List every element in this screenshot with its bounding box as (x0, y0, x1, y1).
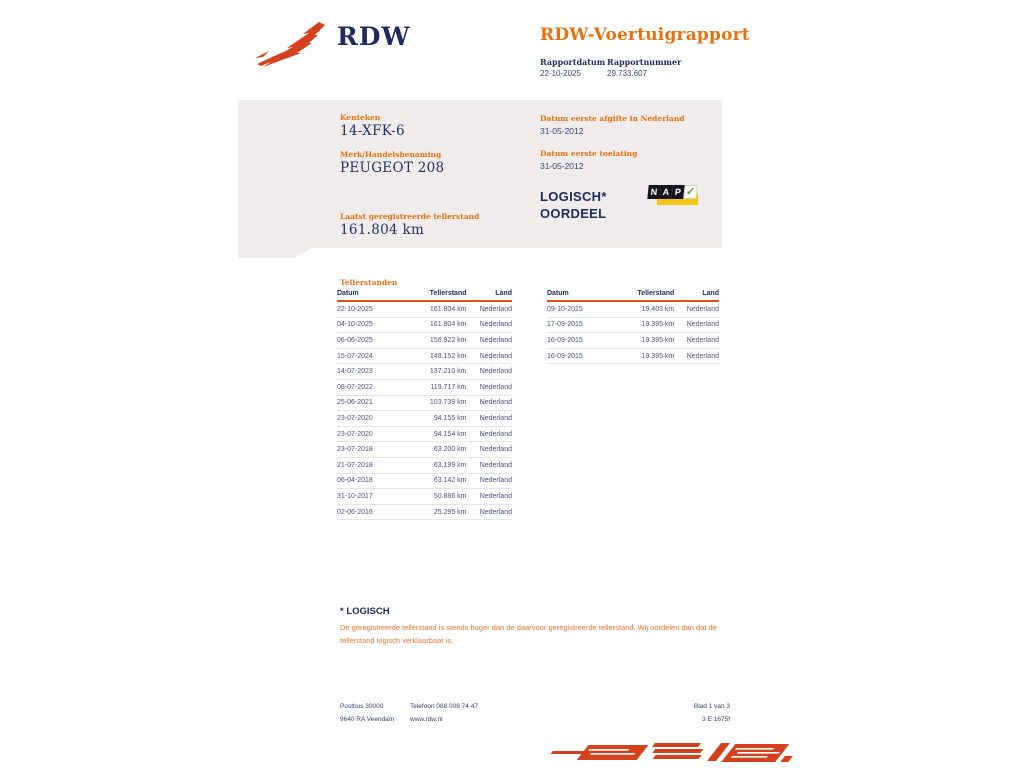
footer-website[interactable]: www.rdw.nl (410, 716, 443, 723)
table-row (337, 333, 512, 349)
odometer-cell: 94.154 km (407, 426, 467, 442)
country-cell: Nederland (467, 504, 513, 520)
table-row (337, 411, 512, 427)
table-row (337, 426, 512, 442)
date-cell: 04-10-2025 (337, 317, 407, 333)
date-cell: 06-04-2018 (337, 473, 407, 489)
page-title: RDW-Voertuigrapport (540, 25, 750, 45)
country-cell: Nederland (467, 348, 513, 364)
report-date-value: 22-10-2025 (540, 69, 581, 78)
table-row (337, 457, 512, 473)
table-header-row (547, 290, 719, 301)
eerste-afgifte-value: 31-05-2012 (540, 126, 584, 136)
date-cell: 22-10-2025 (337, 301, 407, 317)
odometer-cell: 156.922 km (407, 333, 467, 349)
report-number-label: Rapportnummer (607, 57, 682, 67)
rdw-logo-text: RDW (337, 22, 411, 51)
footer-address-line2: 9640 RA Veendam (340, 716, 395, 723)
nap-check-icon: ✓ (685, 186, 696, 198)
country-cell: Nederland (467, 333, 513, 349)
footer-page-info (630, 700, 730, 726)
oordeel-line1: LOGISCH* (540, 189, 607, 204)
vehicle-summary-box (238, 100, 722, 258)
nap-letter-n: N (647, 185, 660, 199)
table-row (547, 333, 719, 349)
date-cell: 06-06-2025 (337, 333, 407, 349)
report-date-label: Rapportdatum (540, 57, 606, 67)
country-cell: Nederland (467, 442, 513, 458)
table-row (547, 317, 719, 333)
country-cell: Nederland (467, 489, 513, 505)
eerste-toelating-label: Datum eerste toelating (540, 149, 638, 158)
logisch-explanation-title: * LOGISCH (340, 606, 390, 617)
laatste-tellerstand-label: Laatst geregistreerde tellerstand (340, 212, 480, 221)
table-header-row (337, 290, 512, 301)
table-row (337, 395, 512, 411)
country-cell: Nederland (674, 348, 719, 364)
date-cell: 16-09-2015 (547, 333, 616, 349)
date-cell: 09-10-2015 (547, 301, 616, 317)
land-column-header: Land (674, 290, 719, 301)
eerste-toelating-value: 31-05-2012 (540, 161, 584, 171)
rdw-feather-logo-icon (253, 20, 333, 68)
logisch-explanation-text: De geregistreerde tellerstand is steeds hoger dan de daarvoor geregistreerde tellerstand. Wij oordelen dan dat de tellerstand logisch verklaarbaar is. (340, 623, 717, 645)
table-row (337, 364, 512, 380)
nap-letter-a: A (659, 185, 672, 199)
nap-letter-p: P (671, 185, 684, 199)
country-cell: Nederland (674, 317, 719, 333)
table-row (337, 317, 512, 333)
footer-contact (410, 700, 478, 726)
date-cell: 17-09-2015 (547, 317, 616, 333)
odometer-cell: 161.804 km (407, 317, 467, 333)
table-row (337, 442, 512, 458)
date-cell: 23-07-2018 (337, 442, 407, 458)
country-cell: Nederland (467, 457, 513, 473)
table-row (337, 379, 512, 395)
country-cell: Nederland (467, 473, 513, 489)
footer-page-number: Blad 1 van 3 (693, 703, 730, 710)
odometer-cell: 119.717 km (407, 379, 467, 395)
table-row (337, 348, 512, 364)
country-cell: Nederland (674, 301, 719, 317)
oordeel-line2: OORDEEL (540, 206, 607, 221)
odometer-cell: 148.152 km (407, 348, 467, 364)
tellerstand-column-header: Tellerstand (407, 290, 467, 301)
odometer-cell: 63.199 km (407, 457, 467, 473)
odometer-cell: 19.403 km (616, 301, 674, 317)
merk-value: PEUGEOT 208 (340, 160, 445, 176)
country-cell: Nederland (467, 317, 513, 333)
date-cell: 31-10-2017 (337, 489, 407, 505)
country-cell: Nederland (467, 395, 513, 411)
country-cell: Nederland (467, 364, 513, 380)
report-number-value: 29.733.607 (607, 69, 648, 78)
tellerstanden-table-left (337, 290, 512, 520)
table-row (337, 473, 512, 489)
odometer-cell: 63.200 km (407, 442, 467, 458)
country-cell: Nederland (467, 426, 513, 442)
odometer-cell: 19.395 km (616, 317, 674, 333)
tellerstanden-table-right (547, 290, 719, 364)
merk-label: Merk/Handelsbenaming (340, 150, 442, 159)
tellerstanden-title: Tellerstanden (340, 278, 398, 287)
odometer-cell: 94.155 km (407, 411, 467, 427)
country-cell: Nederland (674, 333, 719, 349)
date-cell: 15-07-2024 (337, 348, 407, 364)
country-cell: Nederland (467, 301, 513, 317)
date-cell: 25-06-2021 (337, 395, 407, 411)
tellerstand-column-header: Tellerstand (616, 290, 674, 301)
odometer-cell: 19.395 km (616, 348, 674, 364)
country-cell: Nederland (467, 379, 513, 395)
date-cell: 08-07-2022 (337, 379, 407, 395)
laatste-tellerstand-value: 161.804 km (340, 222, 425, 238)
table-row (337, 301, 512, 317)
table-row (547, 301, 719, 317)
table-row (547, 348, 719, 364)
odometer-cell: 19.395 km (616, 333, 674, 349)
land-column-header: Land (467, 290, 513, 301)
odometer-cell: 25.295 km (407, 504, 467, 520)
country-cell: Nederland (467, 411, 513, 427)
oordeel-text (540, 188, 607, 222)
datum-column-header: Datum (547, 290, 616, 301)
kenteken-label: Kenteken (340, 113, 381, 122)
footer-form-code: 3 E 1675f (702, 716, 730, 723)
footer-address (340, 700, 394, 726)
odometer-cell: 103.739 km (407, 395, 467, 411)
date-cell: 02-06-2016 (337, 504, 407, 520)
table-row (337, 489, 512, 505)
date-cell: 16-09-2015 (547, 348, 616, 364)
footer-phone: Telefoon 088 008 74 47 (410, 703, 478, 710)
date-cell: 23-07-2020 (337, 411, 407, 427)
table-row (337, 504, 512, 520)
odometer-cell: 161.804 km (407, 301, 467, 317)
date-cell: 21-07-2018 (337, 457, 407, 473)
eerste-afgifte-label: Datum eerste afgifte in Nederland (540, 114, 685, 123)
date-cell: 23-07-2020 (337, 426, 407, 442)
nap-logo (648, 185, 698, 207)
datum-column-header: Datum (337, 290, 407, 301)
kenteken-value: 14-XFK-6 (340, 123, 405, 139)
odometer-cell: 50.886 km (407, 489, 467, 505)
footer-stripes-graphic (543, 738, 793, 768)
odometer-cell: 137.210 km (407, 364, 467, 380)
footer-address-line1: Postbus 30000 (340, 703, 384, 710)
odometer-cell: 63.142 km (407, 473, 467, 489)
date-cell: 14-07-2023 (337, 364, 407, 380)
